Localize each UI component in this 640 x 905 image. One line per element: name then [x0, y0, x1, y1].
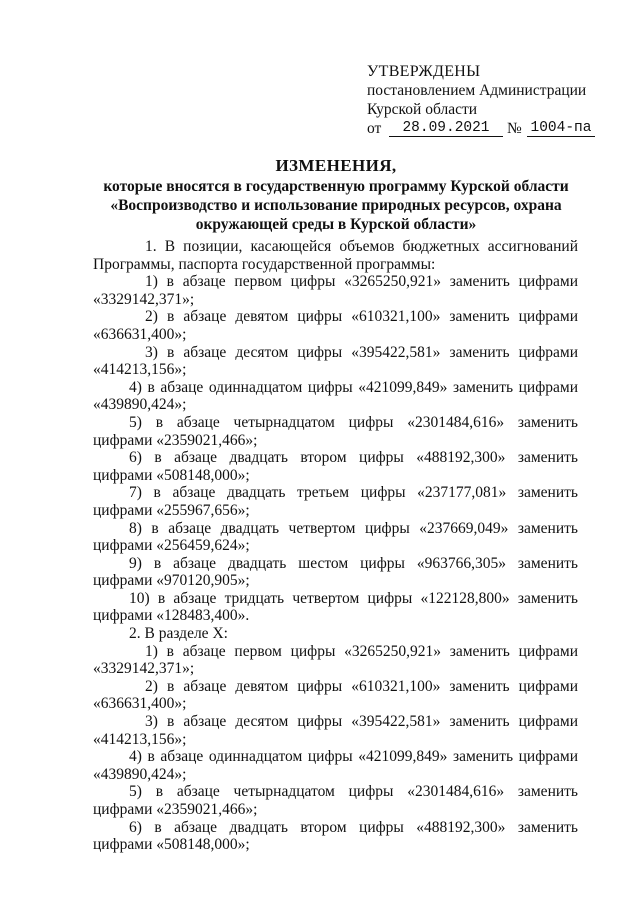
approval-block: [367, 62, 597, 139]
paragraph-item: 10) в абзаце тридцать четвертом цифры «122128,800» заменить цифрами «128483,400».: [93, 589, 578, 625]
heading-line-2: «Воспроизводство и использование природных ресурсов, охрана: [110, 197, 562, 214]
document-heading: [96, 156, 576, 234]
paragraph-item: 4) в абзаце одиннадцатом цифры «421099,849» заменить цифрами «439890,424»;: [93, 378, 578, 414]
paragraph-item: 6) в абзаце двадцать втором цифры «488192,300» заменить цифрами «508148,000»;: [93, 449, 578, 484]
paragraph-item: 5) в абзаце четырнадцатом цифры «2301484,616» заменить цифрами «2359021,466»;: [93, 783, 578, 818]
paragraph-item: 9) в абзаце двадцать шестом цифры «963766,305» заменить цифрами «970120,905»;: [93, 554, 578, 590]
paragraph-item: 2) в абзаце девятом цифры «610321,100» заменить цифрами «636631,400»;: [93, 677, 578, 713]
heading-line-3: окружающей среды в Курской области»: [195, 216, 477, 233]
approval-from-label: от: [367, 120, 382, 137]
approval-number-label: №: [507, 120, 522, 137]
paragraph-item: 4) в абзаце одиннадцатом цифры «421099,849» заменить цифрами «439890,424»;: [93, 748, 578, 783]
paragraph-item: 7) в абзаце двадцать третьем цифры «237177,081» заменить цифрами «255967,656»;: [93, 484, 578, 519]
heading-line-1: которые вносятся в государственную программу Курской области: [103, 178, 569, 195]
approval-title: УТВЕРЖДЕНЫ: [367, 63, 481, 80]
paragraph-section-1: 1. В позиции, касающейся объемов бюджетных ассигнований Программы, паспорта государственной программы:: [93, 238, 578, 273]
approval-date: 28.09.2021: [389, 119, 503, 137]
paragraph-item: 1) в абзаце первом цифры «3265250,921» заменить цифрами «3329142,371»;: [93, 642, 578, 678]
approval-line-1: постановлением Администрации: [367, 82, 587, 99]
approval-date-line: [367, 119, 597, 139]
approval-number: 1004-па: [527, 119, 595, 137]
paragraph-item: 6) в абзаце двадцать втором цифры «488192,300» заменить цифрами «508148,000»;: [93, 818, 578, 854]
document-title: ИЗМЕНЕНИЯ,: [275, 156, 397, 175]
paragraph-item: 2) в абзаце девятом цифры «610321,100» заменить цифрами «636631,400»;: [93, 308, 578, 343]
paragraph-item: 8) в абзаце двадцать четвертом цифры «237669,049» заменить цифрами «256459,624»;: [93, 519, 578, 555]
document-body: [93, 238, 578, 854]
paragraph-item: 3) в абзаце десятом цифры «395422,581» заменить цифрами «414213,156»;: [93, 343, 578, 379]
paragraph-item: 1) в абзаце первом цифры «3265250,921» заменить цифрами «3329142,371»;: [93, 273, 578, 308]
paragraph-section-2: 2. В разделе X:: [129, 625, 228, 643]
paragraph-item: 3) в абзаце десятом цифры «395422,581» заменить цифрами «414213,156»;: [93, 713, 578, 748]
approval-line-2: Курской области: [367, 101, 478, 118]
paragraph-item: 5) в абзаце четырнадцатом цифры «2301484,616» заменить цифрами «2359021,466»;: [93, 413, 578, 449]
